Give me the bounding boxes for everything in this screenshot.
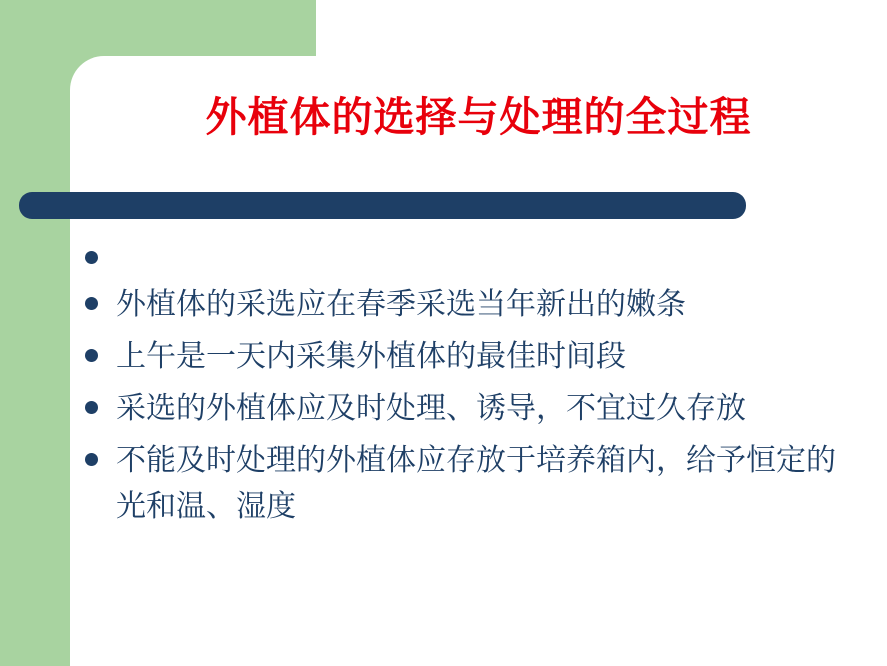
bullet-dot-icon (85, 453, 98, 466)
list-item (85, 334, 865, 380)
bullet-text: 外植体的采选应在春季采选当年新出的嫩条 (116, 288, 686, 321)
slide-title: 外植体的选择与处理的全过程 (205, 94, 752, 140)
bullet-dot-icon (85, 349, 98, 362)
title-underline-bar (19, 192, 746, 219)
bullet-dot-icon (85, 251, 98, 264)
bullet-dot-icon (85, 401, 98, 414)
bullet-dot-icon (85, 297, 98, 310)
list-item (85, 282, 865, 328)
bullet-text: 采选的外植体应及时处理、诱导，不宜过久存放 (116, 392, 746, 425)
bullet-text (116, 236, 865, 276)
list-item (85, 236, 865, 276)
list-item (85, 438, 865, 530)
bullet-text: 不能及时处理的外植体应存放于培养箱内，给予恒定的光和温、湿度 (116, 444, 836, 523)
bullet-list (85, 236, 865, 536)
bullet-text: 上午是一天内采集外植体的最佳时间段 (116, 340, 626, 373)
list-item (85, 386, 865, 432)
